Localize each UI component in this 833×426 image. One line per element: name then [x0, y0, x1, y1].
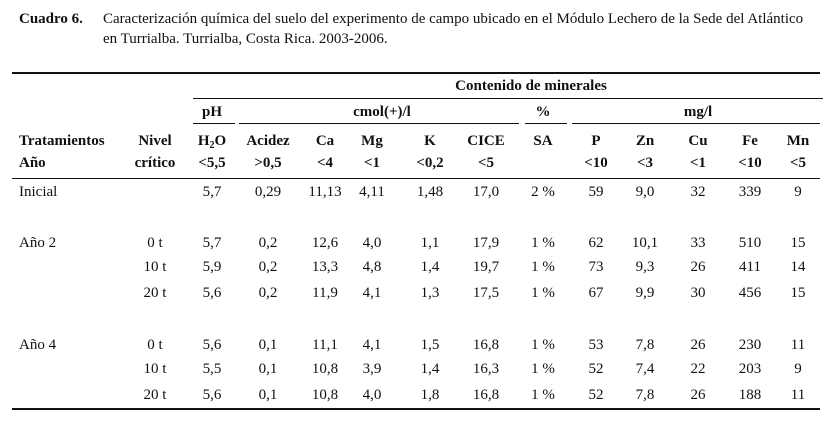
cell-ca: 11,1 [312, 337, 338, 353]
cell-sa: 1 % [531, 285, 555, 301]
cell-zn: 9,0 [635, 184, 655, 200]
col-header-p: P [591, 133, 601, 149]
row-treatment: Inicial [19, 184, 58, 200]
critical-value-ca: <4 [316, 155, 334, 171]
cell-k: 1,4 [420, 259, 440, 275]
cell-zn: 7,8 [635, 387, 655, 403]
anio-header: Año [19, 155, 46, 171]
bottom-rule [12, 408, 820, 410]
cell-mg: 4,0 [362, 387, 382, 403]
cell-zn: 9,3 [635, 259, 655, 275]
cell-mn: 11 [790, 387, 806, 403]
cell-cu: 26 [690, 387, 706, 403]
cell-acidez: 0,2 [258, 285, 278, 301]
cell-sa: 2 % [531, 184, 555, 200]
cell-zn: 10,1 [631, 235, 659, 251]
cell-mg: 3,9 [362, 361, 382, 377]
cell-p: 52 [588, 387, 604, 403]
col-header-k: K [424, 133, 436, 149]
col-header-cice: CICE [467, 133, 505, 149]
cell-cice: 17,9 [472, 235, 500, 251]
mgl-group-header: mg/l [683, 104, 713, 120]
cell-acidez: 0,2 [258, 259, 278, 275]
cell-fe: 188 [738, 387, 762, 403]
cell-cice: 19,7 [472, 259, 500, 275]
cell-fe: 230 [738, 337, 762, 353]
cell-p: 52 [588, 361, 604, 377]
cell-mn: 9 [794, 184, 802, 200]
cell-k: 1,4 [420, 361, 440, 377]
critical-value-cu: <1 [689, 155, 707, 171]
cell-acidez: 0,1 [258, 361, 278, 377]
cell-mg: 4,8 [362, 259, 382, 275]
caption-text: Caracterización química del suelo del experimento de campo ubicado en el Módulo Lechero de la Sede del Atlántico en Turrialba. Turrialba, Costa Rica. 2003-2006. [103, 11, 804, 47]
row-level: 0 t [147, 235, 163, 251]
critical-value-zn: <3 [636, 155, 654, 171]
cmol-group-header: cmol(+)/l [353, 104, 411, 120]
row-treatment: Año 2 [19, 235, 57, 251]
cell-p: 62 [588, 235, 604, 251]
cell-ca: 11,9 [312, 285, 338, 301]
critical-value-cice: <5 [477, 155, 495, 171]
row-level: 0 t [147, 337, 163, 353]
cell-k: 1,3 [420, 285, 440, 301]
cell-sa: 1 % [531, 259, 555, 275]
cell-h2o: 5,6 [202, 337, 222, 353]
critical-value-acidez: >0,5 [254, 155, 282, 171]
cell-p: 53 [588, 337, 604, 353]
cell-p: 73 [588, 259, 604, 275]
cell-mn: 15 [790, 285, 806, 301]
cell-sa: 1 % [531, 387, 555, 403]
ph-group-header: pH [201, 104, 223, 120]
cell-h2o: 5,9 [202, 259, 222, 275]
tratamientos-header: Tratamientos [19, 133, 105, 149]
cell-cice: 16,8 [472, 387, 500, 403]
row-level: 20 t [143, 285, 167, 301]
cell-cu: 26 [690, 337, 706, 353]
cell-zn: 7,4 [635, 361, 655, 377]
cell-ca: 10,8 [311, 361, 339, 377]
critical-value-mg: <1 [363, 155, 381, 171]
cmol-rule [239, 123, 519, 124]
critical-value-p: <10 [584, 155, 608, 171]
col-header-mn: Mn [786, 133, 810, 149]
row-level: 10 t [143, 259, 167, 275]
cell-h2o: 5,6 [202, 285, 222, 301]
cell-sa: 1 % [531, 337, 555, 353]
col-header-cu: Cu [688, 133, 708, 149]
cell-cu: 30 [690, 285, 706, 301]
cell-p: 67 [588, 285, 604, 301]
row-level: 10 t [143, 361, 167, 377]
cell-k: 1,48 [416, 184, 444, 200]
cell-p: 59 [588, 184, 604, 200]
cell-h2o: 5,6 [202, 387, 222, 403]
cell-cice: 16,3 [472, 361, 500, 377]
cell-ca: 13,3 [311, 259, 339, 275]
minerals-header: Contenido de minerales [455, 78, 607, 94]
mgl-rule [572, 123, 820, 124]
cell-cice: 16,8 [472, 337, 500, 353]
caption-label: Cuadro 6. [19, 11, 83, 27]
cell-cu: 26 [690, 259, 706, 275]
pct-group-header: % [535, 104, 551, 120]
cell-sa: 1 % [531, 361, 555, 377]
col-header-mg: Mg [361, 133, 383, 149]
cell-acidez: 0,29 [254, 184, 282, 200]
cell-zn: 7,8 [635, 337, 655, 353]
cell-fe: 510 [738, 235, 762, 251]
cell-k: 1,8 [420, 387, 440, 403]
cell-mn: 14 [790, 259, 806, 275]
top-rule [12, 72, 820, 74]
critical-value-fe: <10 [738, 155, 762, 171]
cell-h2o: 5,7 [202, 184, 222, 200]
col-header-sa: SA [533, 133, 553, 149]
cell-ca: 11,13 [308, 184, 342, 200]
cell-mn: 9 [794, 361, 802, 377]
cell-k: 1,5 [420, 337, 440, 353]
table-caption [19, 9, 819, 49]
cell-cu: 32 [690, 184, 706, 200]
cell-mg: 4,1 [362, 285, 382, 301]
row-treatment: Año 4 [19, 337, 57, 353]
cell-k: 1,1 [420, 235, 440, 251]
nivel-header: Nivel [138, 133, 172, 149]
critical-value-h2o: <5,5 [198, 155, 226, 171]
cell-mg: 4,0 [362, 235, 382, 251]
col-header-ca: Ca [315, 133, 335, 149]
col-header-acidez: Acidez [246, 133, 290, 149]
cell-mn: 11 [790, 337, 806, 353]
cell-mg: 4,11 [359, 184, 385, 200]
group-rule [193, 98, 823, 99]
cell-cu: 22 [690, 361, 706, 377]
col-header-h2o: $H_2O$ [197, 133, 227, 151]
header-rule [12, 178, 820, 179]
cell-ca: 12,6 [311, 235, 339, 251]
cell-mg: 4,1 [362, 337, 382, 353]
cell-fe: 339 [738, 184, 762, 200]
row-level: 20 t [143, 387, 167, 403]
critical-value-k: <0,2 [416, 155, 444, 171]
cell-acidez: 0,1 [258, 387, 278, 403]
cell-acidez: 0,1 [258, 337, 278, 353]
pct-rule [525, 123, 567, 124]
cell-cice: 17,5 [472, 285, 500, 301]
ph-rule [193, 123, 235, 124]
cell-zn: 9,9 [635, 285, 655, 301]
cell-cice: 17,0 [472, 184, 500, 200]
cell-fe: 203 [738, 361, 762, 377]
col-header-zn: Zn [635, 133, 655, 149]
cell-mn: 15 [790, 235, 806, 251]
critical-value-mn: <5 [789, 155, 807, 171]
cell-cu: 33 [690, 235, 706, 251]
col-header-fe: Fe [742, 133, 758, 149]
cell-fe: 411 [739, 259, 761, 275]
critico-header: crítico [134, 155, 176, 171]
cell-fe: 456 [738, 285, 762, 301]
cell-sa: 1 % [531, 235, 555, 251]
cell-h2o: 5,5 [202, 361, 222, 377]
cell-h2o: 5,7 [202, 235, 222, 251]
cell-ca: 10,8 [311, 387, 339, 403]
cell-acidez: 0,2 [258, 235, 278, 251]
